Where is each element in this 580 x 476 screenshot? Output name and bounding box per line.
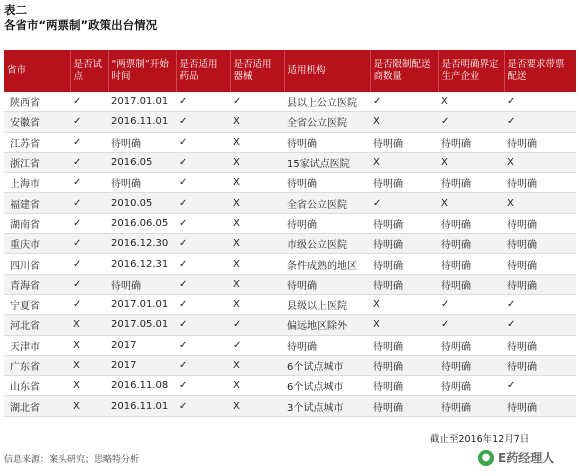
cell-drugs: ✓ — [176, 335, 230, 355]
cell-pilot: ✓ — [70, 213, 108, 233]
table-title: 各省市“两票制”政策出台情况 — [4, 18, 158, 32]
cell-province: 青海省 — [4, 274, 70, 294]
cell-drugs: ✓ — [176, 132, 230, 152]
cell-institutions: 市级公立医院 — [284, 234, 370, 254]
table-row — [4, 355, 576, 375]
cell-limit-distributors: 待明确 — [370, 376, 438, 396]
cell-pilot: X — [70, 355, 108, 375]
cell-institutions: 条件成熟的地区 — [284, 254, 370, 274]
cell-province: 陕西省 — [4, 92, 70, 112]
cell-invoice-delivery: 待明确 — [504, 254, 576, 274]
cell-define-manufacturer: 待明确 — [438, 213, 504, 233]
cell-define-manufacturer: 待明确 — [438, 396, 504, 416]
header-drugs: 是否适用药品 — [176, 50, 230, 92]
cell-institutions: 县级以上医院 — [284, 294, 370, 314]
cell-define-manufacturer: 待明确 — [438, 254, 504, 274]
table-row — [4, 152, 576, 172]
table-row — [4, 315, 576, 335]
cell-drugs: ✓ — [176, 396, 230, 416]
cell-province: 浙江省 — [4, 152, 70, 172]
cell-invoice-delivery: X — [504, 152, 576, 172]
cell-define-manufacturer: 待明确 — [438, 274, 504, 294]
cell-drugs: ✓ — [176, 234, 230, 254]
cell-start-time: 2016.06.05 — [108, 213, 176, 233]
cell-invoice-delivery: ✓ — [504, 376, 576, 396]
cell-devices: X — [230, 396, 284, 416]
cell-invoice-delivery: 待明确 — [504, 173, 576, 193]
cell-limit-distributors: 待明确 — [370, 234, 438, 254]
cell-define-manufacturer: X — [438, 152, 504, 172]
cell-invoice-delivery: ✓ — [504, 112, 576, 132]
cell-pilot: ✓ — [70, 234, 108, 254]
cell-devices: ✓ — [230, 335, 284, 355]
cell-limit-distributors: 待明确 — [370, 335, 438, 355]
cell-invoice-delivery: 待明确 — [504, 274, 576, 294]
cell-pilot: ✓ — [70, 274, 108, 294]
table-row — [4, 335, 576, 355]
cell-define-manufacturer: 待明确 — [438, 173, 504, 193]
cell-start-time: 2016.12.31 — [108, 254, 176, 274]
cell-devices: X — [230, 173, 284, 193]
table-row — [4, 213, 576, 233]
cell-devices: X — [230, 294, 284, 314]
cell-institutions: 6个试点城市 — [284, 376, 370, 396]
cell-invoice-delivery: ✓ — [504, 294, 576, 314]
cell-province: 上海市 — [4, 173, 70, 193]
cell-limit-distributors: X — [370, 315, 438, 335]
cell-devices: X — [230, 213, 284, 233]
cell-drugs: ✓ — [176, 376, 230, 396]
cell-define-manufacturer: X — [438, 193, 504, 213]
cell-limit-distributors: 待明确 — [370, 173, 438, 193]
cell-pilot: X — [70, 335, 108, 355]
cell-start-time: 2017 — [108, 335, 176, 355]
cell-start-time: 2016.11.01 — [108, 396, 176, 416]
table-row — [4, 173, 576, 193]
cell-start-time: 2016.12.30 — [108, 234, 176, 254]
cell-limit-distributors: 待明确 — [370, 355, 438, 375]
cell-province: 江苏省 — [4, 132, 70, 152]
cell-drugs: ✓ — [176, 213, 230, 233]
cell-drugs: ✓ — [176, 315, 230, 335]
cell-province: 宁夏省 — [4, 294, 70, 314]
cell-limit-distributors: X — [370, 294, 438, 314]
cell-start-time: 待明确 — [108, 274, 176, 294]
cell-institutions: 偏远地区除外 — [284, 315, 370, 335]
cell-start-time: 2017 — [108, 355, 176, 375]
cell-invoice-delivery: X — [504, 193, 576, 213]
cell-institutions: 6个试点城市 — [284, 355, 370, 375]
cell-invoice-delivery: 待明确 — [504, 335, 576, 355]
cell-define-manufacturer: 待明确 — [438, 376, 504, 396]
cell-start-time: 2016.11.08 — [108, 376, 176, 396]
cell-define-manufacturer: 待明确 — [438, 132, 504, 152]
cell-define-manufacturer: X — [438, 92, 504, 112]
cell-invoice-delivery: ✓ — [504, 315, 576, 335]
table-row — [4, 132, 576, 152]
cell-province: 广东省 — [4, 355, 70, 375]
cell-pilot: X — [70, 315, 108, 335]
table-row — [4, 376, 576, 396]
table-header-row — [4, 50, 576, 92]
wechat-icon: ● — [478, 450, 494, 466]
cell-drugs: ✓ — [176, 173, 230, 193]
table-body — [4, 92, 576, 416]
cell-pilot: ✓ — [70, 294, 108, 314]
cell-institutions: 全省公立医院 — [284, 193, 370, 213]
cell-start-time: 2017.05.01 — [108, 315, 176, 335]
cutoff-note: 截止至2016年12月7日 — [430, 434, 530, 445]
cell-drugs: ✓ — [176, 92, 230, 112]
table-label: 表二 — [4, 3, 27, 17]
cell-start-time: 2016.05 — [108, 152, 176, 172]
cell-pilot: ✓ — [70, 112, 108, 132]
cell-start-time: 2010.05 — [108, 193, 176, 213]
cell-limit-distributors: 待明确 — [370, 396, 438, 416]
cell-drugs: ✓ — [176, 112, 230, 132]
cell-drugs: ✓ — [176, 355, 230, 375]
watermark — [478, 449, 554, 466]
cell-devices: X — [230, 132, 284, 152]
cell-province: 福建省 — [4, 193, 70, 213]
header-pilot: 是否试点 — [70, 50, 108, 92]
cell-devices: ✓ — [230, 315, 284, 335]
header-invoice-delivery: 是否要求带票配送 — [504, 50, 576, 92]
cell-limit-distributors: ✓ — [370, 92, 438, 112]
cell-institutions: 待明确 — [284, 132, 370, 152]
cell-drugs: ✓ — [176, 274, 230, 294]
table-row — [4, 294, 576, 314]
cell-start-time: 待明确 — [108, 173, 176, 193]
cell-province: 天津市 — [4, 335, 70, 355]
header-limit-distributors: 是否限制配送商数量 — [370, 50, 438, 92]
cell-province: 河北省 — [4, 315, 70, 335]
cell-devices: X — [230, 274, 284, 294]
cell-institutions: 待明确 — [284, 213, 370, 233]
cell-start-time: 待明确 — [108, 132, 176, 152]
cell-invoice-delivery: 待明确 — [504, 213, 576, 233]
table-row — [4, 234, 576, 254]
cell-limit-distributors: 待明确 — [370, 274, 438, 294]
cell-define-manufacturer: 待明确 — [438, 355, 504, 375]
cell-institutions: 待明确 — [284, 335, 370, 355]
cell-limit-distributors: ✓ — [370, 193, 438, 213]
cell-drugs: ✓ — [176, 254, 230, 274]
cell-limit-distributors: 待明确 — [370, 132, 438, 152]
cell-start-time: 2016.11.01 — [108, 112, 176, 132]
source-note: 信息来源：案头研究；思略特分析 — [4, 455, 140, 465]
cell-define-manufacturer: ✓ — [438, 315, 504, 335]
cell-define-manufacturer: 待明确 — [438, 335, 504, 355]
cell-pilot: ✓ — [70, 173, 108, 193]
cell-pilot: X — [70, 396, 108, 416]
table-row — [4, 396, 576, 416]
cell-devices: X — [230, 376, 284, 396]
cell-devices: X — [230, 112, 284, 132]
table-heading — [4, 3, 157, 33]
cell-province: 湖北省 — [4, 396, 70, 416]
cell-pilot: ✓ — [70, 193, 108, 213]
cell-province: 安徽省 — [4, 112, 70, 132]
cell-invoice-delivery: 待明确 — [504, 234, 576, 254]
table-row — [4, 92, 576, 112]
cell-pilot: ✓ — [70, 152, 108, 172]
cell-drugs: ✓ — [176, 294, 230, 314]
cell-limit-distributors: X — [370, 112, 438, 132]
cell-drugs: ✓ — [176, 152, 230, 172]
header-institutions: 适用机构 — [284, 50, 370, 92]
cell-devices: X — [230, 254, 284, 274]
policy-table — [4, 50, 576, 417]
header-define-manufacturer: 是否明确界定生产企业 — [438, 50, 504, 92]
cell-devices: ✓ — [230, 92, 284, 112]
cell-province: 重庆市 — [4, 234, 70, 254]
cell-pilot: X — [70, 376, 108, 396]
cell-invoice-delivery: 待明确 — [504, 132, 576, 152]
table-row — [4, 274, 576, 294]
cell-limit-distributors: X — [370, 152, 438, 172]
cell-drugs: ✓ — [176, 193, 230, 213]
cell-devices: X — [230, 355, 284, 375]
header-start-time: “两票制”开始时间 — [108, 50, 176, 92]
cell-devices: X — [230, 193, 284, 213]
cell-devices: X — [230, 234, 284, 254]
table-row — [4, 112, 576, 132]
cell-institutions: 待明确 — [284, 173, 370, 193]
cell-define-manufacturer: ✓ — [438, 112, 504, 132]
cell-define-manufacturer: 待明确 — [438, 234, 504, 254]
cell-invoice-delivery: 待明确 — [504, 396, 576, 416]
watermark-text: E药经理人 — [498, 451, 555, 465]
cell-institutions: 15家试点医院 — [284, 152, 370, 172]
cell-pilot: ✓ — [70, 254, 108, 274]
header-province: 省市 — [4, 50, 70, 92]
table-row — [4, 254, 576, 274]
cell-pilot: ✓ — [70, 92, 108, 112]
cell-start-time: 2017.01.01 — [108, 92, 176, 112]
cell-devices: X — [230, 152, 284, 172]
cell-invoice-delivery: 待明确 — [504, 355, 576, 375]
cell-limit-distributors: 待明确 — [370, 213, 438, 233]
table-row — [4, 193, 576, 213]
header-devices: 是否适用器械 — [230, 50, 284, 92]
cell-institutions: 县以上公立医院 — [284, 92, 370, 112]
cell-define-manufacturer: ✓ — [438, 294, 504, 314]
cell-institutions: 3个试点城市 — [284, 396, 370, 416]
cell-institutions: 待明确 — [284, 274, 370, 294]
cell-limit-distributors: 待明确 — [370, 254, 438, 274]
cell-start-time: 2017.01.01 — [108, 294, 176, 314]
cell-province: 湖南省 — [4, 213, 70, 233]
cell-province: 四川省 — [4, 254, 70, 274]
cell-pilot: ✓ — [70, 132, 108, 152]
cell-invoice-delivery: ✓ — [504, 92, 576, 112]
cell-province: 山东省 — [4, 376, 70, 396]
cell-institutions: 全省公立医院 — [284, 112, 370, 132]
